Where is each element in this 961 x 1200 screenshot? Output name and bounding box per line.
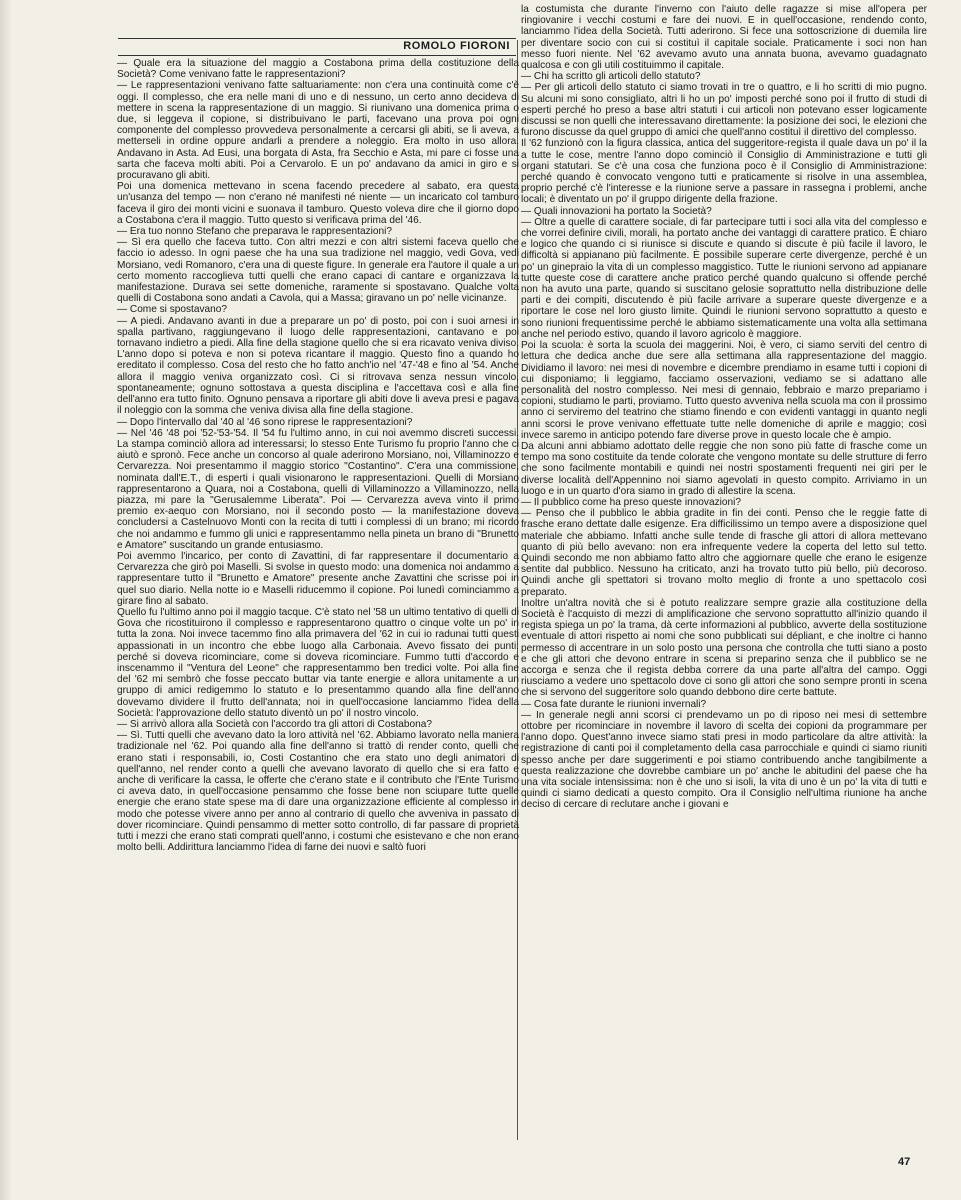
paragraph: — Le rappresentazioni venivano fatte saltuariamente: non c'era una continuità come c'è oggi. Il complesso, che era nelle mani di uno e di nessuno, un certo anno decideva di mettere in scena la rappresentazione di un maggio. Si riunivano una domenica prima o due, si leggeva il copione, si distribuivano le parti, facevano una prova poi ogni componente del complesso provvedeva personalmente a cercarsi gli abiti, se li aveva, a metterseli in ordine oppure andarli a prendere a noleggio. Era molto in uso allora. Andavano in Asta. Ad Eusi, una borgata di Asta, fra Secchio e Asta, mi pare ci fosse una sarta che faceva molti abiti. Poi a Cervarolo. E un po' andavano da amici in giro e si procuravano gli abiti. bbox=[117, 80, 519, 182]
paragraph: — Nel '46 '48 poi '52-'53-'54. Il '54 fu l'ultimo anno, in cui noi avemmo discreti successi. La stampa cominciò allora ad interessarsi; lo stesso Ente Turismo fu proprio l'anno che ci aiutò e spronò. Fece anche un concorso al quale aderirono Morsiano, noi, Villaminozzo e Cervarezza. Noi presentammo il maggio storico "Costantino". C'era una commissione, nominata dall'E.T., di esperti i quali visionarono le rappresentazioni. Quelli di Morsiano rappresentarono a Quara, noi a Costabona, quelli di Villaminozzo a Villaminozzo, nella piazza, mi pare la "Gerusalemme Liberata". Poi — Cervarezza aveva vinto il primo premio ex-aequo con Morsiano, noi il secondo posto — la manifestazione doveva concludersi a Castelnuovo Monti con la recita di tutti i complessi di un brano; mi ricordo che noi andammo e fummo gli unici e rappresentammo nella pineta un brano di "Brunetto e Amatore" suscitando un grande entusiasmo. bbox=[117, 427, 519, 551]
paragraph: — Si arrivò allora alla Società con l'accordo tra gli attori di Costabona? bbox=[117, 718, 432, 730]
paragraph: Poi una domenica mettevano in scena facendo precedere al sabato, era questa un'usanza del tempo — non c'erano né manifesti né niente — un incaricato col tamburo faceva il giro dei monti vicini e suonava il tamburo. Questo voleva dire che il giorno dopo a Costabona c'era il maggio. Tutto questo si verificava prima del '46. bbox=[117, 181, 519, 226]
paragraph: — In generale negli anni scorsi ci prendevamo un po di riposo nei mesi di settembre ottobre per ricominciare in novembre il lavoro di scelta dei copioni da programmare per l'anno dopo. Quest'anno invece siamo stati presi in modo particolare da altre attività: la registrazione di canti poi il completamento della casa parrocchiale e quindi ci siamo riuniti spesso anche per dare suggerimenti e poi stiamo contribuendo anche tangibilmente a questa realizzazione che dovrebbe cambiare un po' anche le abitudini del paese che ha una vita sociale intensissima: non è che uno si isoli, la vita di uno è un po' la vita di tutti e quindi ci siamo dedicati a questo compito. Ora il Consiglio nell'ultima riunione ha anche deciso di cercare di reclutare anche i giovani e bbox=[521, 709, 927, 811]
paragraph: — Quale era la situazione del maggio a Costabona prima della costituzione della Società? Come venivano fatte le rappresentazioni? bbox=[117, 58, 519, 81]
paragraph: — Come si spostavano? bbox=[117, 304, 227, 316]
paragraph: — A piedi. Andavano avanti in due a preparare un po' di posto, poi con i suoi arnesi in spalla partivano, raggiungevano il luogo delle rappresentazioni, cantavano e poi tornavano indietro a piedi. Alla fine della stagione quello che si era ricavato veniva diviso. L'anno dopo si poteva e non si poteva ricantare il maggio. Questo fino a quando ho ereditato il complesso. Cosa del resto che ho fatto anch'io nel '47-'48 e fino al '54. Anche allora il maggio veniva organizzato così. Ci si ritrovava senza nessun vincolo, spontaneamente; ognuno sottostava a questa disciplina e l'accettava così e alla fine dell'anno era tutto finito. Ognuno pensava a riportare gli abiti dove li aveva presi e pagava il noleggio con la somma che veniva divisa alla fine della stagione. bbox=[117, 315, 519, 417]
paragraph: — Quali innovazioni ha portato la Società? bbox=[521, 205, 712, 217]
paragraph: Da alcuni anni abbiamo adottato delle reggie che non sono più fatte di frasche come un tempo ma sono costituite da tende colorate che vengono montate su delle strutture di ferro che sono facilmente montabili e quindi nei nostri spostamenti frequenti nei giri per le diverse località dell'Appennino noi siamo agevolati in questo compito. Arriviamo in un luogo e in un quarto d'ora siamo in grado di allestire la scena. bbox=[521, 440, 927, 497]
paragraph: la costumista che durante l'inverno con l'aiuto delle ragazze si mise all'opera per ringiovanire i vecchi costumi e fare dei nuovi. E in quell'occasione, rendendo conto, lanciammo l'idea della Società. Tutti aderirono. Si fece una sottoscrizione di duemila lire per diventare socio con cui si costituì il capitale sociale. Praticamente i soci non han messo fuori niente. Nel '62 avevamo avuto una annata buona, avevamo guadagnato qualcosa e con gli utili costituimmo il capitale. bbox=[521, 4, 927, 72]
running-head-rule bbox=[118, 38, 516, 56]
paragraph: — Dopo l'intervallo dal '40 al '46 sono riprese le rappresentazioni? bbox=[117, 416, 413, 428]
paragraph: — Penso che il pubblico le abbia gradite in fin dei conti. Penso che le reggie fatte di frasche erano dettate dalle esigenze. Era difficilissimo un tempo avere a disposizione quel materiale che abbiamo. Infatti anche sulle tende di frasche gli attori di allora mettevano quanto di più bello avevano: non era infrequente vedere la coperta del letto sul tetto. Quindi secondo me non abbiamo fatto altro che aggiornare quelle che erano le esigenze sentite dal pubblico. Nessuno ha criticato, anzi ha trovato tutto più bello, più decoroso. Quindi anche gli spettatori si trovano molto meglio di fronte a uno spettacolo così preparato. bbox=[521, 508, 927, 598]
left-column bbox=[117, 58, 519, 1148]
binding-shadow bbox=[0, 0, 12, 1200]
paragraph: — Per gli articoli dello statuto ci siamo trovati in tre o quattro, e li ho scritti di mio pugno. Su alcuni mi sono consigliato, altri li ho un po' imposti perché sono poi il frutto di studi di esperti perché ho preso a base altri statuti i cui articoli non potevano esser logicamente discussi se non quelli che interessavano direttamente: la posizione dei soci, le elezioni che furono discusse da quel gruppo di amici che quell'anno costituì il direttivo del complesso. bbox=[521, 82, 927, 139]
running-head: ROMOLO FIORONI bbox=[403, 40, 510, 52]
paragraph: — Chi ha scritto gli articoli dello statuto? bbox=[521, 71, 701, 83]
paragraph: Il '62 funzionò con la figura classica, antica del suggeritore-regista il quale dava un po' il la a tutte le cose, mentre l'anno dopo cominciò il Consiglio di Amministrazione e tutti gli organi statutari. Se c'è una cosa che funziona poco è il Consiglio di Amministrazione: perché quando è convocato vengono tutti e praticamente si risolve in una assemblea, proprio perché c'è l'interesse e la riunione serve a passare in rassegna i problemi, anche locali; è diventato un po' il gruppo dirigente della frazione. bbox=[521, 138, 927, 206]
paragraph: Quello fu l'ultimo anno poi il maggio tacque. C'è stato nel '58 un ultimo tentativo di quelli di Gova che ricostituirono il complesso e rappresentarono quattro o cinque volte un po' in tutta la zona. Noi invece tacemmo fino alla primavera del '62 in cui io radunai tutti questi appassionati in un incontro che ebbe luogo alla Carbonaia. Avevo fissato dei punti: perché si doveva ricominciare, come si doveva ricominciare. Fummo tutti d'accordo e inscenammo il "Ventura del Leone" che rappresentammo ben tredici volte. Poi alla fine del '62 mi sembrò che fosse peccato buttar via tante energie e allora unitamente a un gruppo di amici redigemmo lo statuto e lo presentammo quando alla fine dell'anno dovevamo dividere il frutto dell'annata; noi in quell'occasione lanciammo l'idea della Società: l'approvazione dello statuto diventò un po' il nostro vincolo. bbox=[117, 606, 519, 719]
paragraph: Poi avemmo l'incarico, per conto di Zavattini, di far rappresentare il documentario a Cervarezza che girò poi Maselli. Si svolse in questo modo: una domenica noi andammo a rappresentare tutto il "Brunetto e Amatore" presente anche Zavattini che scrisse poi in quel suo diario. Nella notte io e Maselli riducemmo il copione. Poi lunedì cominciammo a girare fino al sabato. bbox=[117, 550, 519, 607]
page-number: 47 bbox=[898, 1156, 911, 1168]
paragraph: Inoltre un'altra novità che si è potuto realizzare sempre grazie alla costituzione della Società è l'acquisto di mezzi di amplificazione che servono soprattutto all'inizio quando il regista spiega un po' la trama, dà certe informazioni al pubblico, avverte della sostituzione eventuale di attori rispetto ai nomi che sono pubblicati sui dépliant, e che inoltre ci hanno permesso di accentrare in un solo posto una persona che controlla che tutti siano a posto e che gli attori che devono entrare in scena si preparino senza che il pubblico se ne accorga e senza che il regista debba correre da una parte all'altra del campo. Oggi riusciamo a vedere uno spettacolo dove ci sono gli attori che sono sempre pronti in scena che si servono del suggeritore solo quando debbono dire certe battute. bbox=[521, 597, 927, 699]
paragraph: — Sì. Tutti quelli che avevano dato la loro attività nel '62. Abbiamo lavorato nella maniera tradizionale nel '62. Poi quando alla fine dell'anno si trattò di render conto, quelli che erano stati i responsabili, io, Costi Costantino che era stato uno degli animatori di quell'anno, nel render conto a quelli che avevano lavorato di quello che si era fatto e anche di verificare la cassa, le offerte che c'erano state e il contributo che l'Ente Turismo ci aveva dato, in quell'occasione pensammo che fosse bene non sciupare tutte quelle energie che erano state spese ma di dare una organizzazione efficiente al complesso in modo che potesse vivere anno per anno al contrario di quello che avveniva in passato di dover ricominciare. Quindi pensammo di metter sotto controllo, di far passare di proprietà tutti i mezzi che erano stati comprati quell'anno, i costumi che esistevano e che non erano molto belli. Addirittura lanciammo l'idea di farne dei nuovi e saltò fuori bbox=[117, 730, 519, 854]
right-column bbox=[521, 4, 927, 1144]
paragraph: — Il pubblico come ha preso queste innovazioni? bbox=[521, 496, 741, 508]
paragraph: — Sì era quello che faceva tutto. Con altri mezzi e con altri sistemi faceva quello che faccio io adesso. In ogni paese che ha una sua tradizione nel maggio, vedi Gova, vedi Morsiano, vedi Romanoro, c'era una di queste figure. In generale era l'autore il quale a un certo momento raccoglieva tutti quelli che erano capaci di cantare e organizzava la manifestazione. Durava sei sette domeniche, raramente si spostavano. Qualche volta quelli di Costabona sono andati a Cavola, qui a Massa; giravano un po' nelle vicinanze. bbox=[117, 237, 519, 305]
paragraph: — Cosa fate durante le riunioni invernali? bbox=[521, 698, 707, 710]
paragraph: — Era tuo nonno Stefano che preparava le rappresentazioni? bbox=[117, 226, 392, 238]
paragraph: — Oltre a quelle di carattere sociale, di far partecipare tutti i soci alla vita del complesso e che vorrei definire civili, morali, ha portato anche dei vantaggi di carattere pratico. È chiaro e logico che quando ci si riunisce si discute e quando si discute è più facile il lavoro, le difficoltà si appianano più facilmente. È possibile superare certe divergenze, perché è un po' un ginepraio la vita di un complesso maggistico. Tutte le riunioni servono ad appianare tutte queste cose di carattere anche pratico perché quando qualcuno si offende perché non ha avuto una parte, quando si suscitano gelosie soprattutto nella distribuzione delle parti e dei compiti, discutendo è più facile arrivare a superare queste divergenze e a riportare le cose nel loro giusto limite. Quindi le riunioni servono soprattutto a questo e sono riunioni frequentissime perché le abbiamo sistematicamente una volta alla settimana anche nel periodo estivo, quando il lavoro agricolo è maggiore. bbox=[521, 216, 927, 340]
paragraph: Poi la scuola: è sorta la scuola dei maggerini. Noi, è vero, ci siamo serviti del centro di lettura che dedica anche due sere alla settimana alla rappresentazione del maggio. Dividiamo il lavoro: nei mesi di novembre e dicembre prendiamo in esame tutti i copioni di cui disponiamo; li leggiamo, facciamo osservazioni, vediamo se si adattano alle personalità del nostro complesso. Nei mesi di gennaio, febbraio e marzo prepariamo i copioni, studiamo le parti, proviamo. Tutto questo avveniva nella scuola ma con il prossimo anno ci serviremo del teatrino che stiamo finendo e con evidenti vantaggi in quanto negli anni scorsi le prove venivano effettuate tutte nelle domeniche di aprile e maggio; così invece saremo in anticipo potendo fare diverse prove in questo locale che è ampio. bbox=[521, 340, 927, 441]
